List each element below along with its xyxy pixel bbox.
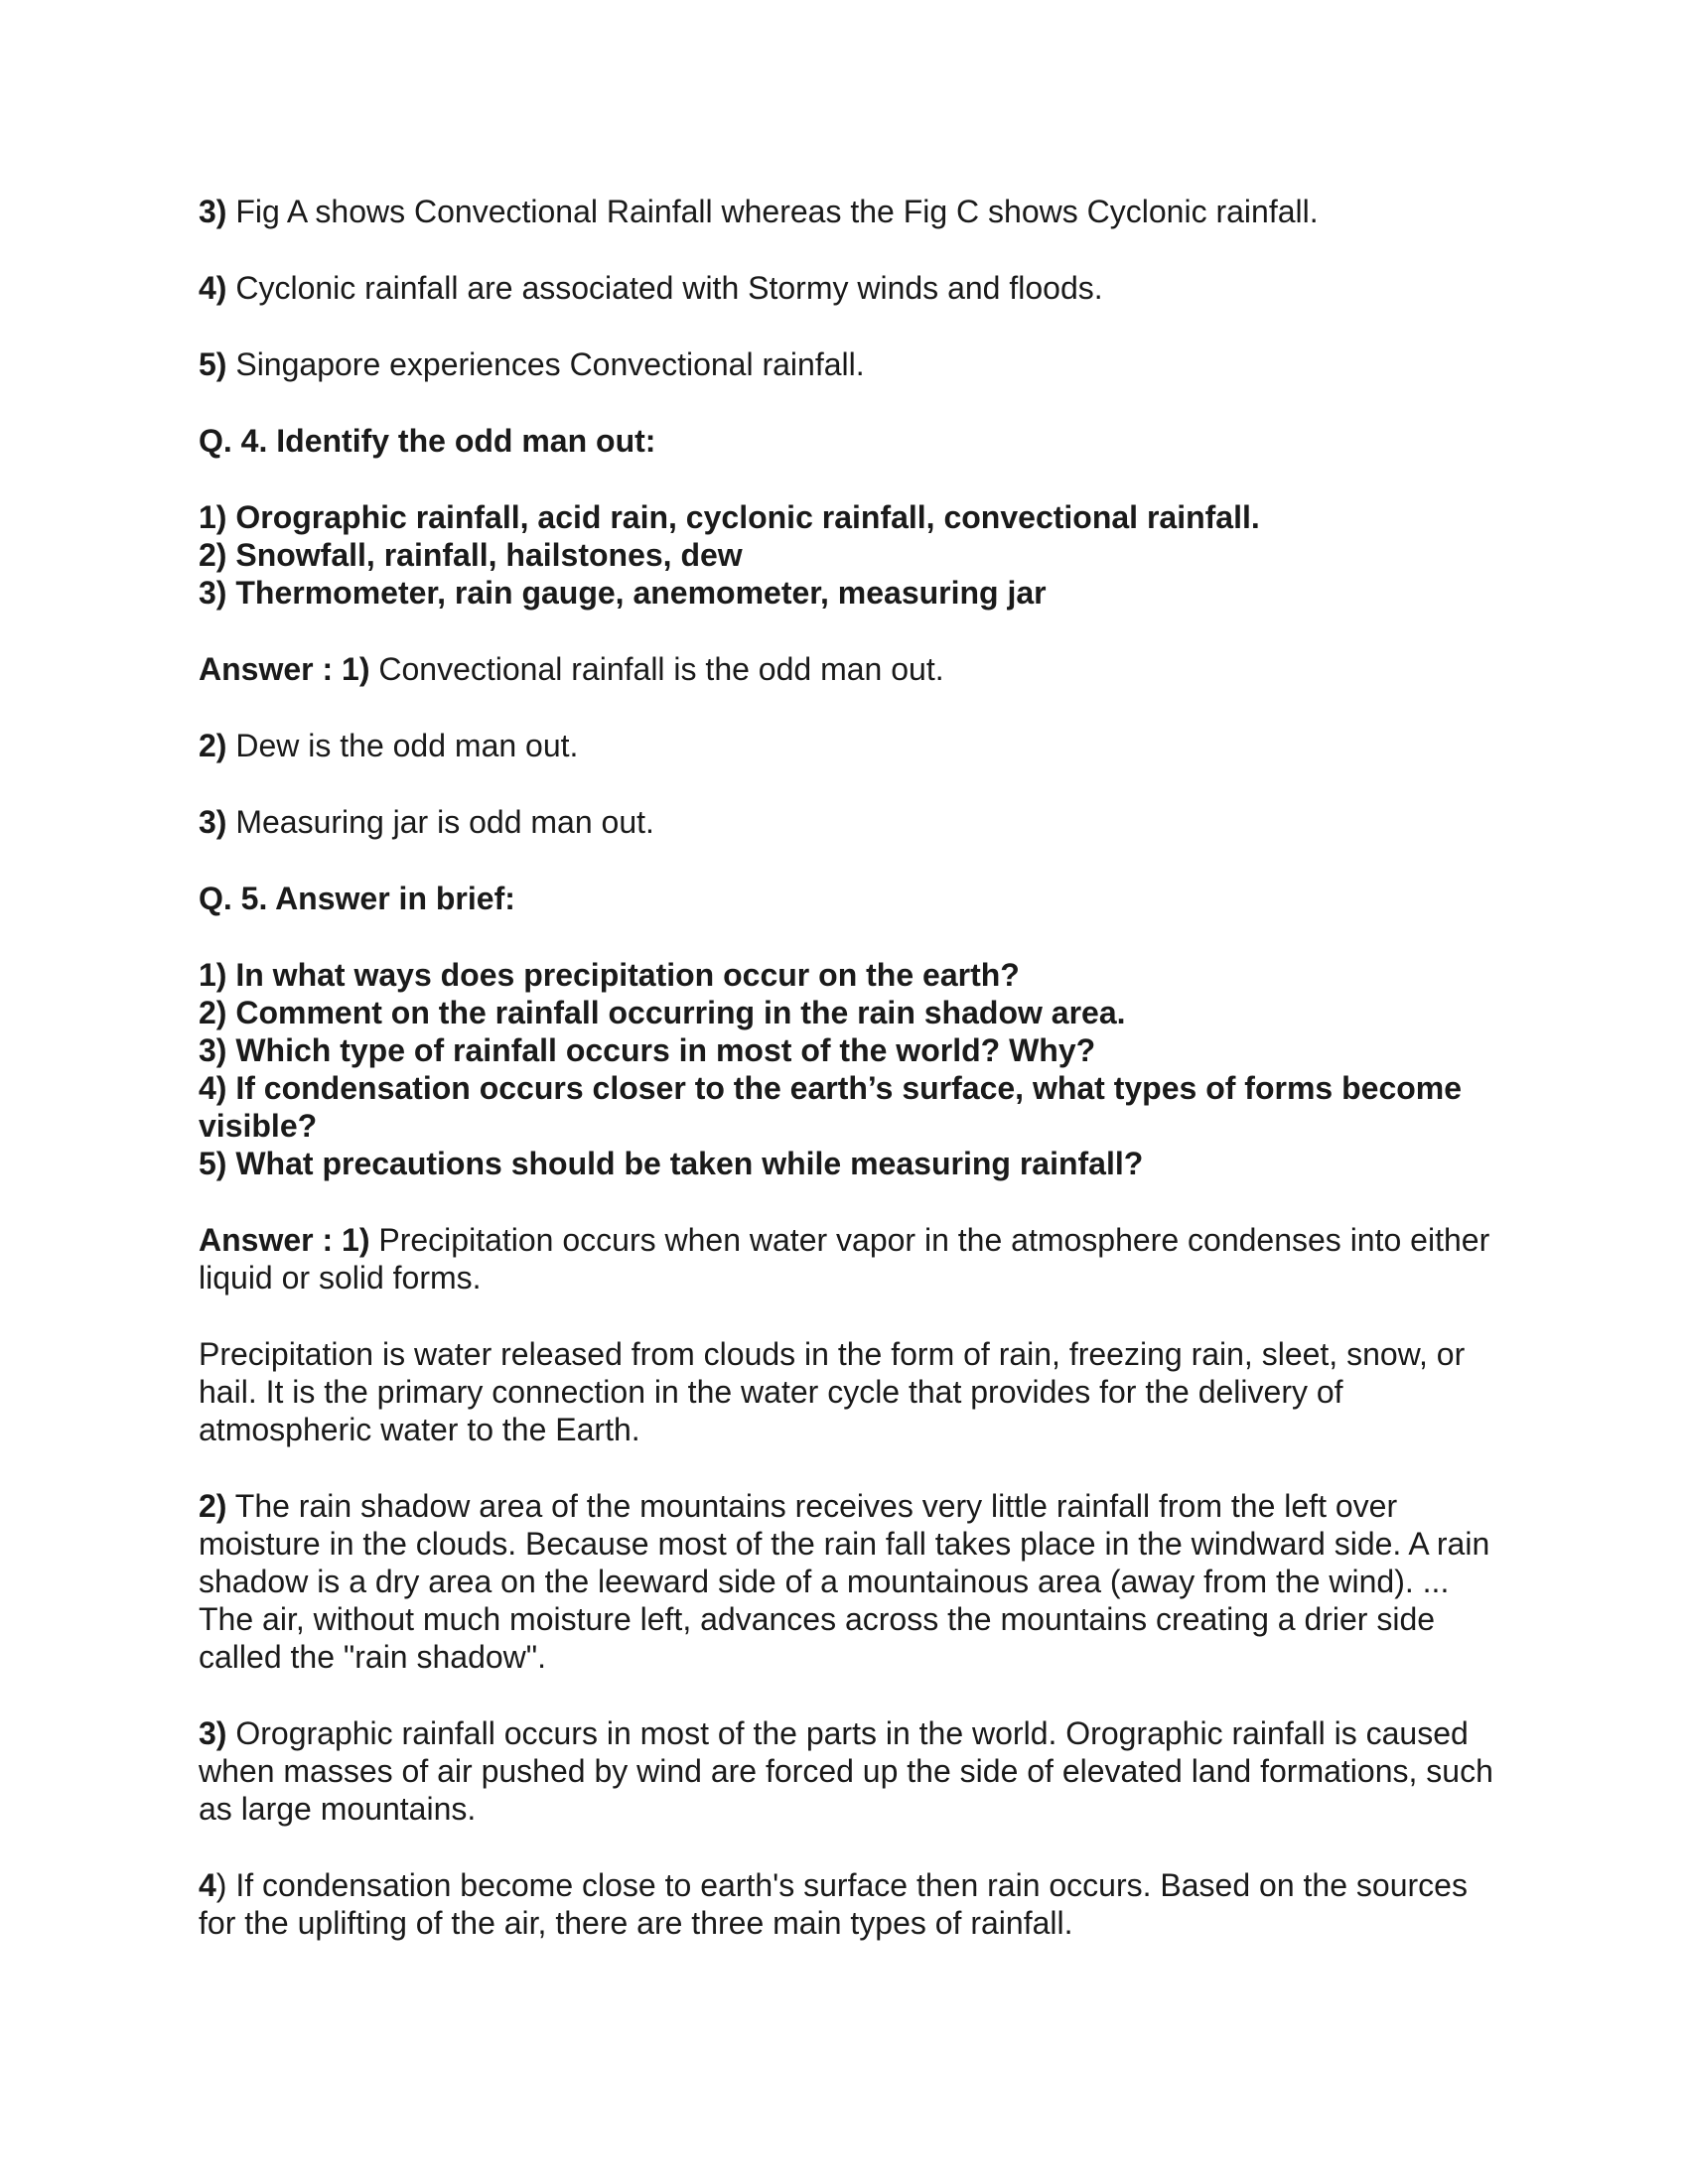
question-5-item: 3) Which type of rainfall occurs in most of the world? Why? [199,1032,1096,1068]
statement-text: Singapore experiences Convectional rainfall. [235,346,865,382]
question-5-title: Q. 5. Answer in brief: [199,881,515,916]
answer-5-2 [199,1487,1509,1676]
answer-text: The rain shadow area of the mountains receives very little rainfall from the left over moisture in the clouds. Because most of the rain fall takes place in the windward side. A rain shadow is a dry area on the leeward side of a mountainous area (away from the wind). ... The air, without much moisture left, advances across the mountains creating a drier side called the "rain shadow". [199,1488,1490,1675]
question-5-item: 4) If condensation occurs closer to the earth’s surface, what types of forms become visible? [199,1070,1463,1144]
answer-4-2 [199,727,1509,764]
answer-text: Orographic rainfall occurs in most of the parts in the world. Orographic rainfall is caused when masses of air pushed by wind are forced up the side of elevated land formations, such as large mountains. [199,1715,1493,1827]
statement-4 [199,269,1509,307]
statement-number: 4) [199,270,227,306]
answer-label: Answer : 1) [199,1222,370,1258]
answer-number: 4 [199,1867,216,1903]
answer-5-1 [199,1221,1509,1297]
statement-3 [199,193,1509,230]
question-4-item: 3) Thermometer, rain gauge, anemometer, measuring jar [199,575,1047,611]
answer-5-3 [199,1714,1509,1828]
statement-number: 3) [199,194,227,229]
question-4-title: Q. 4. Identify the odd man out: [199,423,656,459]
answer-4-1 [199,650,1509,688]
answer-number: 3) [199,1715,227,1751]
answer-text: Precipitation occurs when water vapor in the atmosphere condenses into either liquid or solid forms. [199,1222,1490,1296]
answer-4-3 [199,803,1509,841]
question-5-item: 2) Comment on the rainfall occurring in the rain shadow area. [199,995,1126,1030]
statement-text: Fig A shows Convectional Rainfall whereas the Fig C shows Cyclonic rainfall. [235,194,1319,229]
answer-number: 3) [199,804,227,840]
question-5-item: 5) What precautions should be taken while measuring rainfall? [199,1146,1144,1181]
question-5-item: 1) In what ways does precipitation occur on the earth? [199,957,1020,993]
answer-text: Measuring jar is odd man out. [235,804,654,840]
statement-number: 5) [199,346,227,382]
answer-text: Dew is the odd man out. [235,728,579,763]
answer-label: Answer : 1) [199,651,370,687]
answer-number: 2) [199,1488,227,1524]
question-4-item: 1) Orographic rainfall, acid rain, cyclonic rainfall, convectional rainfall. [199,499,1260,535]
statement-text: Cyclonic rainfall are associated with Stormy winds and floods. [235,270,1103,306]
document-page [199,193,1509,1942]
statement-5 [199,345,1509,383]
answer-text: Convectional rainfall is the odd man out. [378,651,944,687]
question-4-item: 2) Snowfall, rainfall, hailstones, dew [199,537,743,573]
answer-5-1-paragraph-2: Precipitation is water released from clouds in the form of rain, freezing rain, sleet, snow, or hail. It is the primary connection in the water cycle that provides for the delivery of atmospheric water to the Earth. [199,1336,1466,1447]
answer-text: ) If condensation become close to earth's surface then rain occurs. Based on the sources for the uplifting of the air, there are three main types of rainfall. [199,1867,1468,1941]
answer-5-4 [199,1866,1509,1942]
answer-number: 2) [199,728,227,763]
